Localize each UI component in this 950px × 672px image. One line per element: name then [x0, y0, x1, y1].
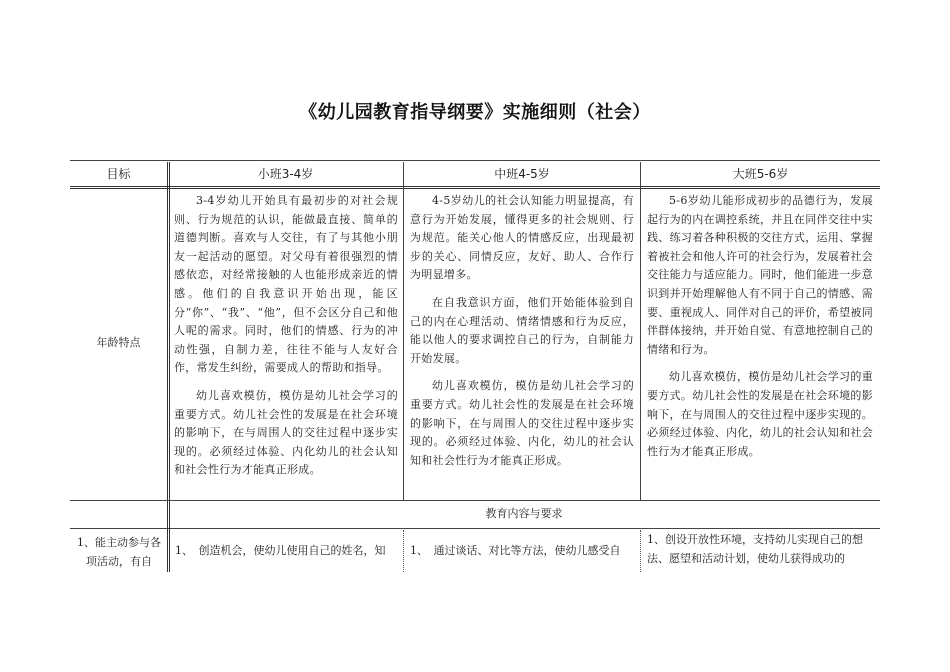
middle-column-divider-top [640, 162, 641, 500]
age-characteristics-middle [410, 192, 634, 479]
age-characteristics-large [647, 192, 873, 470]
age-row-bottom-border [70, 500, 880, 501]
paragraph: 幼儿喜欢模仿，模仿是幼儿社会学习的重要方式。幼儿社会性的发展是在社会环境的影响下，在与周围人的交往过程中逐步实现的。必须经过体验、内化幼儿的社会认知和社会性行为才能真正形成。 [174, 388, 398, 477]
page-title: 《幼儿园教育指导纲要》实施细则（社会） [299, 102, 651, 123]
paragraph: 幼儿喜欢模仿，模仿是幼儿社会学习的重要方式。幼儿社会性的发展是在社会环境的影响下，在与周围人的交往过程中逐步实现的。必须经过体验、内化，幼儿的社会认知和社会性行为才能真正形成。 [647, 370, 873, 458]
header-large-class: 大班5-6岁 [732, 167, 789, 181]
small-column-divider-top [403, 162, 404, 500]
header-goal: 目标 [106, 167, 131, 181]
paragraph: 在自我意识方面，他们开始能体验到自己的内在心理活动、情绪情感和行为反应，能以他人的要求调控自己的行为，自制能力开始发展。 [410, 295, 634, 365]
table-top-border [70, 160, 880, 161]
goal-1-middle: 1、 通过谈话、对比等方法，使幼儿感受自 [410, 544, 621, 557]
small-column-divider-bottom [403, 530, 404, 572]
header-bottom-border [70, 186, 880, 189]
header-small-class: 小班3-4岁 [257, 167, 314, 181]
age-characteristics-small [174, 192, 398, 489]
age-characteristics-label: 年龄特点 [96, 336, 141, 349]
paragraph: 3-4岁幼儿开始具有最初步的对社会规则、行为规范的认识，能做最直接、简单的道德判断。喜欢与人交往，有了与其他小朋友一起活动的愿望。对父母有着很强烈的情感依恋，对经常接触的人也能形成亲近的情感。他们的自我意识开始出现，能区分“你”、“我”、“他”，但不会区分自己和他人呢的需求。同时，他们的情感、行为的冲动性强，自制力差，往往不能与人友好合作，常发生纠纷，需要成人的帮助和指导。 [174, 194, 398, 375]
middle-column-divider-bottom [640, 530, 641, 572]
goal-1-small: 1、 创造机会，使幼儿使用自己的姓名，知 [175, 544, 386, 557]
header-middle-class: 中班4-5岁 [494, 167, 550, 181]
paragraph: 4-5岁幼儿的社会认知能力明显提高，有意行为开始发展，懂得更多的社会规则、行为规范。能关心他人的情感反应，出现最初步的关心、同情反应，友好、助人、合作行为明显增多。 [410, 194, 634, 282]
goal-1-large: 1、创设开放性环境，支持幼儿实现自己的想法、愿望和活动计划，使幼儿获得成功的 [647, 533, 863, 565]
goal-1-label: 1、能主动参与各项活动，有自 [77, 536, 161, 568]
education-content-label: 教育内容与要求 [485, 507, 563, 520]
paragraph: 5-6岁幼儿能形成初步的品德行为，发展起行为的内在调控系统，并且在同伴交往中实践、练习着各种积极的交往方式，运用、掌握着被社会和他人许可的社会行为，发展着社会交往能力与适应能力。同时，他们能进一步意识到并开始理解他人有不同于自己的情感、需要、重视成人、同伴对自己的评价，希望被同伴群体接纳，并开始自觉、有意地控制自己的情绪和行为。 [647, 194, 873, 356]
section-row-bottom-border [70, 528, 880, 529]
paragraph: 幼儿喜欢模仿，模仿是幼儿社会学习的重要方式。幼儿社会性的发展是在社会环境的影响下，在与周围人的交往过程中逐步实现的。必须经过体验、内化，幼儿的社会认知和社会性行为才能真正形成。 [410, 379, 634, 467]
